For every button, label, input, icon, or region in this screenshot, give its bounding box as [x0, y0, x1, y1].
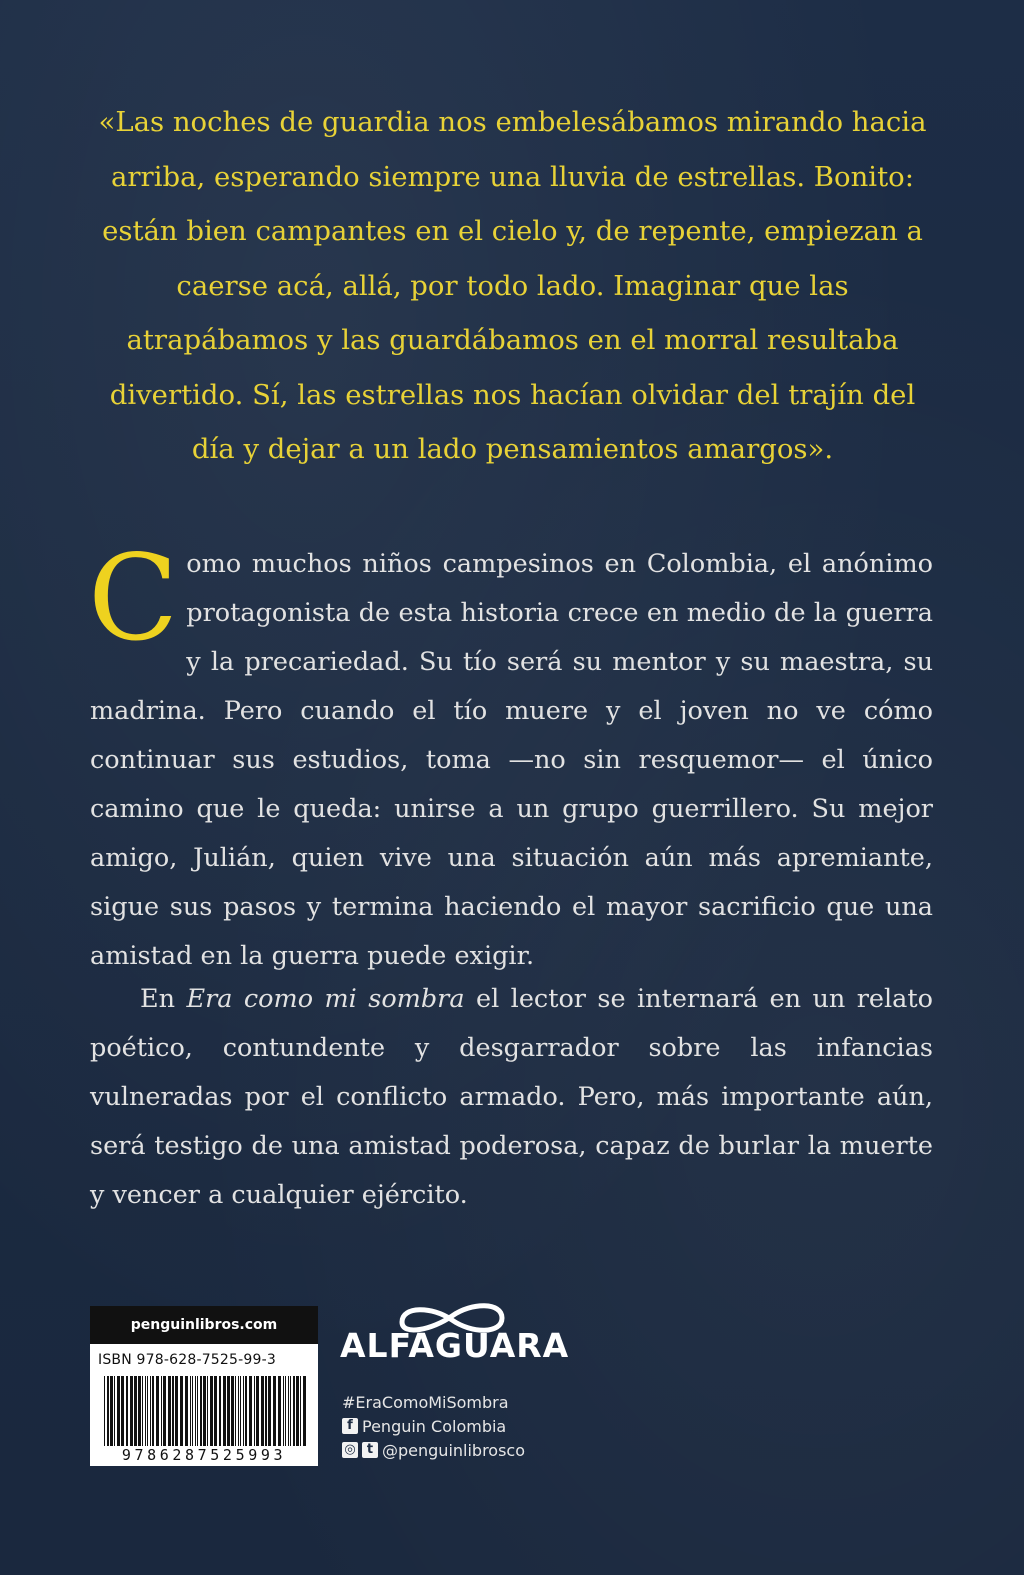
- barcode-bar: [278, 1376, 281, 1446]
- instagram-twitter-row: [342, 1438, 525, 1462]
- synopsis-paragraph-2-start: En: [140, 984, 187, 1014]
- synopsis-paragraph-2: [90, 975, 933, 1220]
- barcode-bar: [283, 1376, 284, 1446]
- barcode-bar: [243, 1376, 244, 1446]
- barcode-bar: [138, 1376, 141, 1446]
- barcode-bar: [300, 1376, 301, 1446]
- barcode-bar: [214, 1376, 217, 1446]
- barcode-bar: [207, 1376, 208, 1446]
- hashtag-row: [342, 1390, 525, 1414]
- barcode-bar: [249, 1376, 252, 1446]
- barcode-bar: [195, 1376, 196, 1446]
- barcode-bar: [265, 1376, 267, 1446]
- social-handle: @penguinlibrosco: [382, 1440, 526, 1460]
- barcode-bar: [163, 1376, 166, 1446]
- barcode-bar: [150, 1376, 151, 1446]
- barcode-bar: [145, 1376, 146, 1446]
- barcode-bar: [288, 1376, 289, 1446]
- facebook-row: [342, 1414, 525, 1438]
- barcode-bar: [104, 1376, 105, 1446]
- barcode-digits: 9786287525993: [121, 1446, 287, 1464]
- barcode-bars: [104, 1376, 306, 1446]
- barcode-bar: [238, 1376, 239, 1446]
- barcode-bar: [200, 1376, 202, 1446]
- website-label: penguinlibros.com: [90, 1306, 318, 1344]
- instagram-icon: ◎: [342, 1442, 358, 1458]
- drop-cap-letter: C: [88, 529, 179, 667]
- synopsis-paragraph-1: [88, 529, 933, 981]
- barcode-bar: [273, 1376, 276, 1446]
- barcode-bar: [254, 1376, 255, 1446]
- book-title-italic: Era como mi sombra: [186, 984, 465, 1014]
- barcode-bar: [185, 1376, 188, 1446]
- barcode-bar: [296, 1376, 299, 1446]
- barcode-bar: [197, 1376, 198, 1446]
- social-links: [342, 1390, 525, 1462]
- barcode-bar: [107, 1376, 109, 1446]
- barcode-bar: [114, 1376, 115, 1446]
- barcode-bar: [130, 1376, 133, 1446]
- barcode-bar: [180, 1376, 183, 1446]
- barcode-bar: [147, 1376, 148, 1446]
- barcode-bar: [303, 1376, 306, 1446]
- barcode-bar: [168, 1376, 171, 1446]
- barcode-bar: [142, 1376, 143, 1446]
- barcode-bar: [161, 1376, 162, 1446]
- barcode-bar: [256, 1376, 259, 1446]
- barcode-bar: [203, 1376, 206, 1446]
- facebook-page-name: Penguin Colombia: [362, 1416, 507, 1436]
- barcode-bar: [245, 1376, 247, 1446]
- barcode-bar: [190, 1376, 191, 1446]
- barcode-bar: [231, 1376, 234, 1446]
- barcode-bar: [134, 1376, 137, 1446]
- twitter-icon: t: [362, 1442, 378, 1458]
- facebook-icon: f: [342, 1418, 358, 1434]
- barcode-bar: [261, 1376, 264, 1446]
- barcode-bar: [219, 1376, 221, 1446]
- barcode-bar: [285, 1376, 286, 1446]
- publisher-wordmark: ALFAGUARA: [340, 1326, 570, 1365]
- barcode-bar: [152, 1376, 154, 1446]
- isbn-number: ISBN 978-628-7525-99-3: [98, 1352, 276, 1368]
- barcode-bar: [290, 1376, 291, 1446]
- hashtag-text: #EraComoMiSombra: [342, 1392, 509, 1412]
- isbn-barcode-box: [90, 1306, 318, 1466]
- barcode-bar: [192, 1376, 193, 1446]
- synopsis-paragraph-2-rest: el lector se internará en un relato poético, contundente y desgarrador sobre las infancias vulneradas por el conflicto armado. Pero, más importante aún, será testigo de una amistad poderosa, capaz de burlar la muerte y vencer a cualquier ejército.: [90, 984, 933, 1210]
- barcode-bar: [240, 1376, 241, 1446]
- barcode-bar: [210, 1376, 213, 1446]
- alfaguara-logo: [340, 1298, 570, 1370]
- barcode-bar: [223, 1376, 226, 1446]
- barcode-bar: [110, 1376, 113, 1446]
- barcode-bar: [175, 1376, 178, 1446]
- barcode-bar: [227, 1376, 230, 1446]
- barcode-bar: [156, 1376, 159, 1446]
- barcode-bar: [268, 1376, 271, 1446]
- barcode-bar: [235, 1376, 236, 1446]
- barcode-bar: [117, 1376, 120, 1446]
- barcode-bar: [126, 1376, 128, 1446]
- barcode-bar: [293, 1376, 295, 1446]
- synopsis-paragraph-1-text: omo muchos niños campesinos en Colombia, el anónimo protagonista de esta historia crece en medio de la guerra y la precariedad. Su tío será su mentor y su maestra, su madrina. Pero cuando el tío muere y el joven no ve cómo continuar sus estudios, toma —no sin resquemor— el único camino que le queda: unirse a un grupo guerrillero. Su mejor amigo, Julián, quien vive una situación aún más apremiante, sigue sus pasos y termina haciendo el mayor sacrificio que una amistad en la guerra puede exigir.: [90, 549, 933, 971]
- barcode-bar: [121, 1376, 124, 1446]
- barcode-bar: [172, 1376, 174, 1446]
- epigraph-quote: «Las noches de guardia nos embelesábamos mirando hacia arriba, esperando siempre una lluvia de estrellas. Bonito: están bien campantes en el cielo y, de repente, empiezan a caerse acá, allá, por todo lado. Imaginar que las atrapábamos y las guardábamos en el morral resultaba divertido. Sí, las estrellas nos hacían olvidar del trajín del día y dejar a un lado pensamientos amargos».: [98, 106, 927, 465]
